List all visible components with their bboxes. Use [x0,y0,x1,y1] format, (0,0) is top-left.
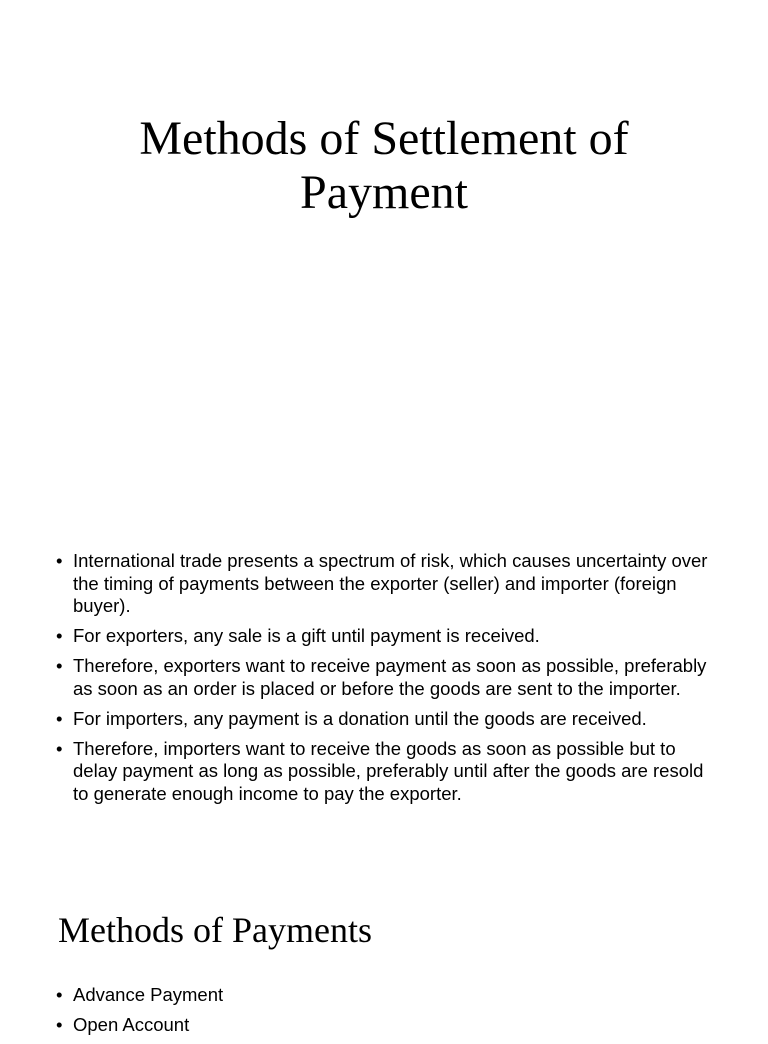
slide-title-line-2: Payment [300,166,468,219]
list-item [56,1014,716,1037]
bullet-icon: • [56,1014,63,1035]
list-item [56,984,716,1007]
bullet-text: Therefore, importers want to receive the goods as soon as possible but to delay payment as long as possible, preferably until after the goods are resold to generate enough income to pay the exporter. [73,737,704,804]
bullet-icon: • [56,625,63,646]
bullet-text: Open Account [73,1014,190,1035]
methods-list [56,984,716,1044]
list-item [56,550,716,618]
bullet-icon: • [56,707,63,729]
list-item [56,625,716,648]
content-slide [0,520,768,860]
methods-slide [0,860,768,1035]
bullet-text: Therefore, exporters want to receive payment as soon as possible, preferably as soon as an order is placed or before the goods are sent to the importer. [73,655,707,699]
bullet-icon: • [56,655,63,676]
bullet-icon: • [56,984,63,1005]
list-item [56,738,716,806]
bullet-text: International trade presents a spectrum of risk, which causes uncertainty over the timing of payments between the exporter (seller) and importer (foreign buyer). [73,550,708,616]
bullet-text: Advance Payment [73,984,224,1005]
section-heading: Methods of Payments [58,910,372,950]
title-slide [0,0,768,520]
slide-title-line-1: Methods of Settlement of [139,112,629,165]
bullet-icon: • [56,737,63,759]
bullet-icon: • [56,550,63,571]
slide-title [60,112,708,220]
bullet-list [56,550,716,813]
list-item [56,655,716,700]
bullet-text: For exporters, any sale is a gift until payment is received. [73,625,540,646]
list-item [56,708,716,731]
bullet-text: For importers, any payment is a donation until the goods are received. [73,707,647,729]
